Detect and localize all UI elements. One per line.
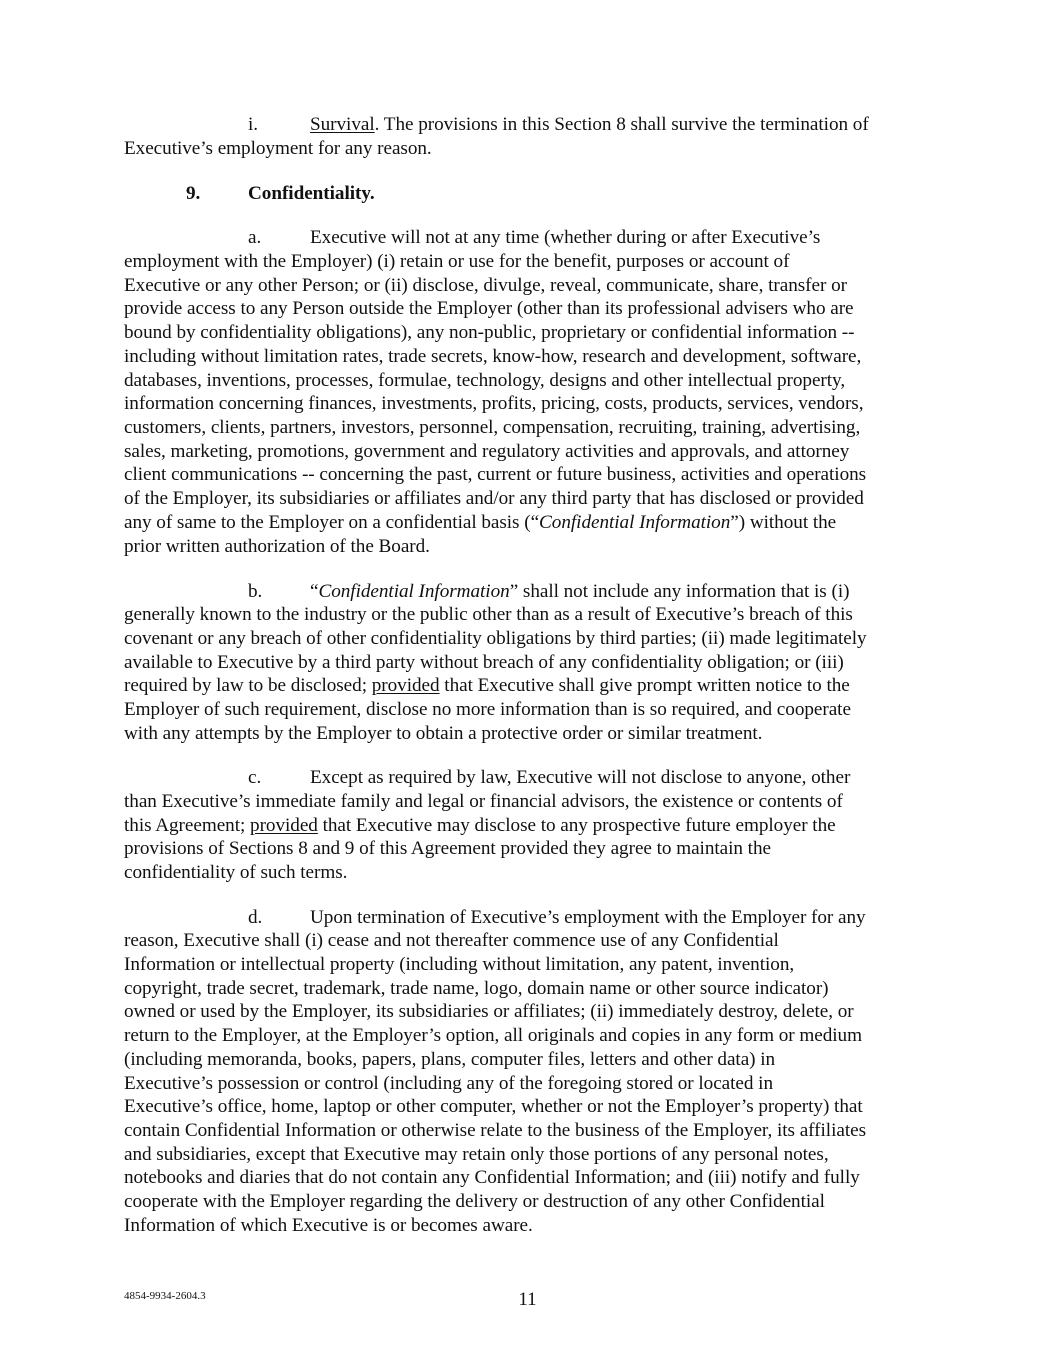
- para-c-line-3: [124, 814, 836, 838]
- para-d-line: copyright, trade secret, trademark, trade name, logo, domain name or other source indicator): [124, 978, 829, 999]
- para-d-line: (including memoranda, books, papers, plans, computer files, letters and other data) in: [124, 1049, 776, 1070]
- para-a-line: databases, inventions, processes, formulae, technology, designs and other intellectual property,: [124, 370, 846, 391]
- para-a-line: of the Employer, its subsidiaries or affiliates and/or any third party that has disclosed or provided: [124, 488, 864, 509]
- section-9-title: Confidentiality.: [248, 183, 375, 204]
- para-a-line: employment with the Employer) (i) retain or use for the benefit, purposes or account of: [124, 251, 790, 272]
- para-a-line: including without limitation rates, trade secrets, know-how, research and development, software,: [124, 346, 862, 367]
- para-d-line: and subsidiaries, except that Executive may retain only those portions of any personal notes,: [124, 1144, 829, 1165]
- para-d-line-1: [248, 906, 866, 930]
- survival-heading: Survival: [310, 114, 375, 135]
- para-b-line: with any attempts by the Employer to obtain a protective order or similar treatment.: [124, 723, 763, 744]
- para-b-line: Employer of such requirement, disclose no more information than is so required, and cooperate: [124, 699, 851, 720]
- para-b-text: “: [310, 581, 319, 602]
- section-i-line-2: Executive’s employment for any reason.: [124, 138, 432, 159]
- para-b-text: ” shall not include any information that is (i): [509, 581, 850, 602]
- para-a-line: customers, clients, partners, investors, personnel, compensation, recruiting, training, advertising,: [124, 417, 861, 438]
- para-a-text: any of same to the Employer on a confidential basis (“: [124, 512, 540, 533]
- para-d-line: Information or intellectual property (including without limitation, any patent, invention,: [124, 954, 795, 975]
- defined-term-confidential-information: Confidential Information: [318, 581, 510, 602]
- para-a-line: information concerning finances, investments, profits, pricing, costs, products, services, vendors,: [124, 393, 864, 414]
- page-number: 11: [518, 1289, 537, 1310]
- para-b-line: available to Executive by a third party without breach of any confidentiality obligation; or (iii): [124, 652, 844, 673]
- para-d-text: Upon termination of Executive’s employment with the Employer for any: [310, 907, 866, 928]
- para-a-line-14: prior written authorization of the Board.: [124, 536, 430, 557]
- section-i-text: . The provisions in this Section 8 shall survive the termination of: [374, 114, 869, 135]
- para-c-text: Except as required by law, Executive will not disclose to anyone, other: [310, 767, 851, 788]
- para-b-text: that Executive shall give prompt written notice to the: [439, 675, 850, 696]
- para-d-line: owned or used by the Employer, its subsidiaries or affiliates; (ii) immediately destroy, delete, or: [124, 1001, 854, 1022]
- para-b-marker: b.: [248, 581, 263, 602]
- para-a-line: sales, marketing, promotions, government and regulatory activities and approvals, and attorney: [124, 441, 850, 462]
- para-a-line: bound by confidentiality obligations), any non-public, proprietary or confidential information --: [124, 322, 855, 343]
- document-id: 4854-9934-2604.3: [124, 1290, 206, 1302]
- para-d-line: reason, Executive shall (i) cease and not thereafter commence use of any Confidential: [124, 930, 779, 951]
- para-c-line-1: [248, 766, 850, 790]
- para-d-line: return to the Employer, at the Employer’s option, all originals and copies in any form or medium: [124, 1025, 862, 1046]
- para-d-line: notebooks and diaries that do not contain any Confidential Information; and (iii) notify and fully: [124, 1167, 860, 1188]
- para-b-line: generally known to the industry or the public other than as a result of Executive’s breach of this: [124, 604, 853, 625]
- section-9-heading: [186, 182, 200, 206]
- para-d-line: Executive’s office, home, laptop or other computer, whether or not the Employer’s property) that: [124, 1096, 863, 1117]
- para-d-line: contain Confidential Information or otherwise relate to the business of the Employer, its affiliates: [124, 1120, 866, 1141]
- para-c-line: confidentiality of such terms.: [124, 862, 348, 883]
- para-a-text: ”) without the: [730, 512, 837, 533]
- para-c-marker: c.: [248, 767, 262, 788]
- para-d-line: Executive’s possession or control (including any of the foregoing stored or located in: [124, 1073, 773, 1094]
- defined-term-confidential-information: Confidential Information: [539, 512, 731, 533]
- para-a-line: provide access to any Person outside the Employer (other than its professional advisers who are: [124, 298, 854, 319]
- para-c-line: than Executive’s immediate family and legal or financial advisors, the existence or contents of: [124, 791, 843, 812]
- para-a-line: client communications -- concerning the past, current or future business, activities and operations: [124, 464, 867, 485]
- para-d-line: cooperate with the Employer regarding the delivery or destruction of any other Confidential: [124, 1191, 825, 1212]
- para-b-line-5: [124, 674, 850, 698]
- para-c-line: provisions of Sections 8 and 9 of this Agreement provided they agree to maintain the: [124, 838, 771, 859]
- para-a-text: Executive will not at any time (whether during or after Executive’s: [310, 227, 821, 248]
- section-i-line-1: [248, 113, 869, 137]
- para-a-line-1: [248, 226, 820, 250]
- para-b-line: covenant or any breach of other confidentiality obligations by third parties; (ii) made legitimately: [124, 628, 867, 649]
- provided-term: provided: [250, 815, 318, 836]
- para-b-text: required by law to be disclosed;: [124, 675, 372, 696]
- para-c-text: that Executive may disclose to any prospective future employer the: [317, 815, 836, 836]
- para-d-line: Information of which Executive is or becomes aware.: [124, 1215, 533, 1236]
- para-a-marker: a.: [248, 227, 262, 248]
- para-c-text: this Agreement;: [124, 815, 251, 836]
- para-a-line: Executive or any other Person; or (ii) disclose, divulge, reveal, communicate, share, transfer or: [124, 275, 847, 296]
- provided-term: provided: [371, 675, 440, 696]
- para-a-line-13: [124, 511, 836, 535]
- section-i-marker: i.: [248, 114, 259, 135]
- para-b-line-1: [248, 580, 849, 604]
- para-d-marker: d.: [248, 907, 263, 928]
- section-9-number: 9.: [186, 183, 201, 204]
